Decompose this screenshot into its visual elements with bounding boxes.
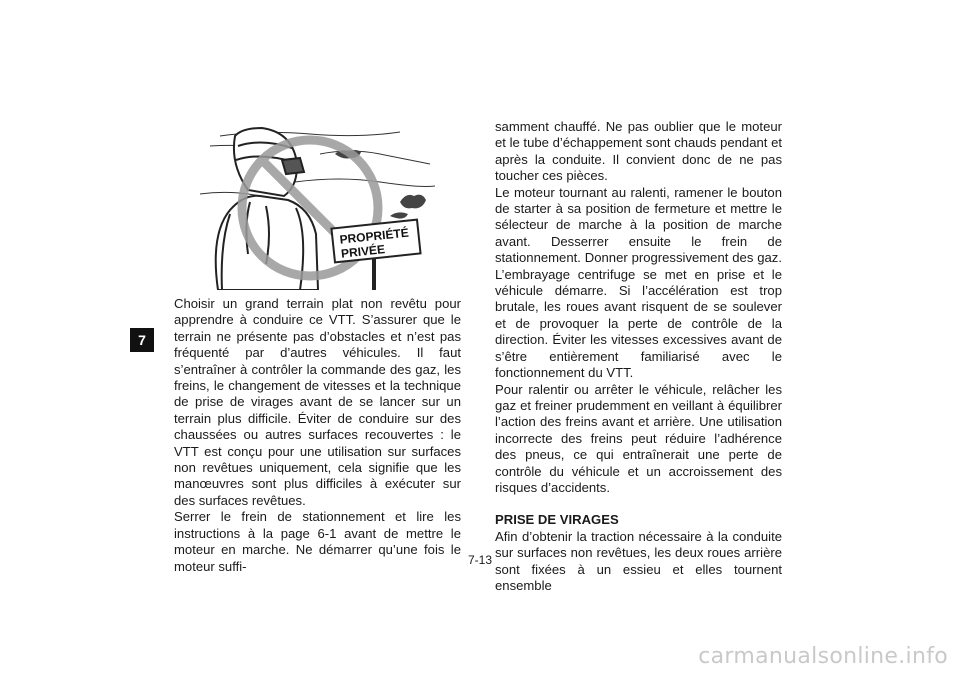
section-tab: 7: [130, 328, 154, 352]
page-number: 7-13: [467, 553, 493, 567]
left-column: [174, 296, 461, 575]
sign-text-line1: PROPRIÉTÉ: [338, 225, 410, 247]
sign-text-line2: PRIVÉE: [340, 242, 386, 261]
body-paragraph: Afin d’obtenir la traction nécessaire à la conduite sur surfaces non revêtues, les deux roues arrière sont fixées à un essieu et elles tournent ensemble: [495, 528, 782, 593]
watermark: carmanualsonline.info: [698, 644, 948, 669]
right-column: [495, 119, 782, 594]
body-paragraph: Le moteur tournant au ralenti, ramener le bouton de starter à sa position de fermeture et mettre le sélecteur de marche à la position de marche avant. Desserrer ensuite le frein de stationnement. Donner progressivement des gaz. L’embrayage centrifuge se met en prise et le véhicule démarre. Si l’accélération est trop brutale, les roues avant risquent de se soulever et de provoquer la perte de contrôle de la direction. Éviter les vitesses excessives avant de s’être entièrement familiarisé avec le fonctionnement du VTT.: [495, 184, 782, 381]
section-heading: PRISE DE VIRAGES: [495, 512, 619, 528]
body-paragraph: Choisir un grand terrain plat non revêtu pour apprendre à conduire ce VTT. S’assurer que le terrain ne présente pas d’obstacles et n’est pas fréquenté par d’autres véhicules. Il faut s’entraîner à contrôler la commande des gaz, les freins, le changement de vitesses et la technique de prise de virages avant de se lancer sur un terrain plus difficile. Éviter de conduire sur des chaussées ou autres surfaces recouvertes : le VTT est conçu pour une utilisation sur surfaces non revêtues uniquement, cela signifie que les manœuvres sont plus difficiles à exécuter sur des surfaces revêtues.: [174, 296, 461, 508]
body-paragraph: Pour ralentir ou arrêter le véhicule, relâcher les gaz et freiner prudemment en veillant à équilibrer l’action des freins avant et arrière. Une utilisation incorrecte des freins peut réduire l’adhérence des pneus, ce qui entraînerait une perte de contrôle du véhicule et un accroissement des risques d’accidents.: [495, 381, 782, 495]
body-paragraph: samment chauffé. Ne pas oublier que le moteur et le tube d’échappement sont chauds pendant et après la conduite. Il convient donc de ne pas toucher ces pièces.: [495, 119, 782, 184]
no-trespassing-illustration: [200, 124, 435, 290]
body-paragraph: Serrer le frein de stationnement et lire les instructions à la page 6-1 avant de mettre le moteur en marche. Ne démarrer qu’une fois le moteur suffi-: [174, 509, 461, 574]
no-trespassing-atv-rider-icon: [200, 124, 435, 290]
